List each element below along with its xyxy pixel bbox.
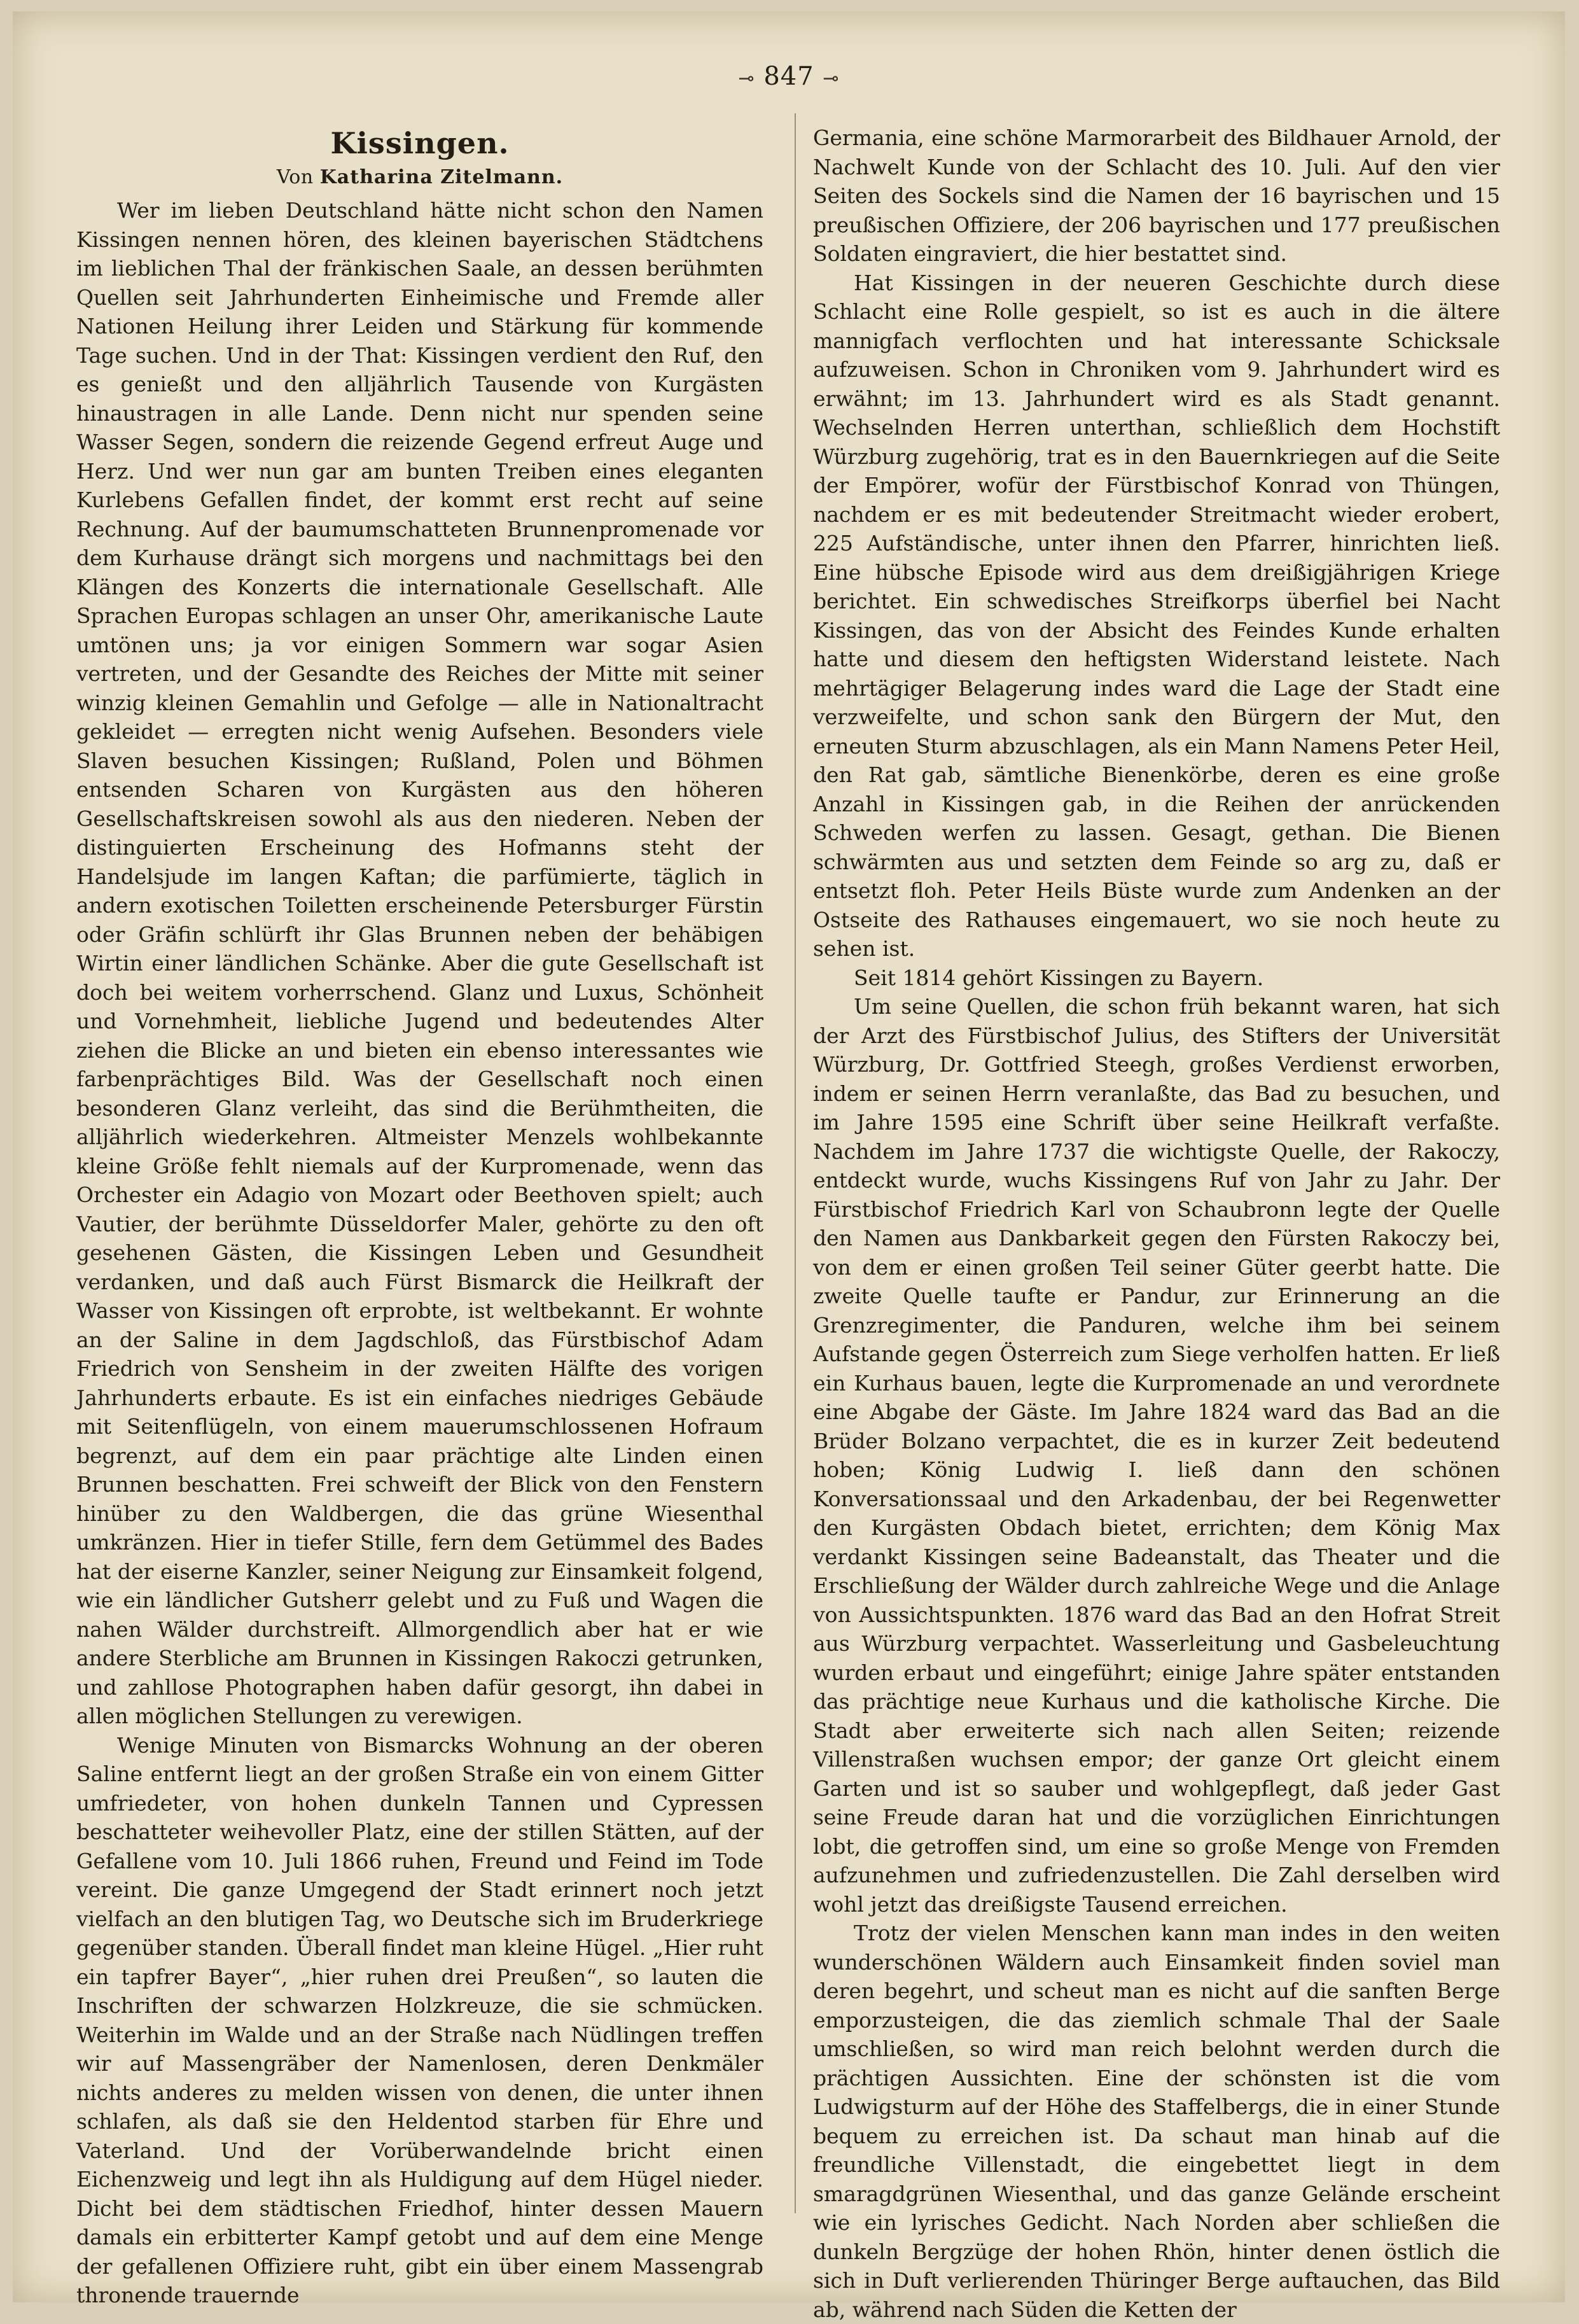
paragraph: Um seine Quellen, die schon früh bekannt waren, hat sich der Arzt des Fürstbischof Julius, des Stifters der Universität Würzburg, Dr. Gottfried Steegh, großes Verdienst erworben, indem er seinen Herrn veranlaßte, das Bad zu besuchen, und im Jahre 1595 eine Schrift über seine Heilkraft verfaßte. Nachdem im Jahre 1737 die wichtigste Quelle, der Rakoczy, entdeckt wurde, wuchs Kissingens Ruf von Jahr zu Jahr. Der Fürstbischof Friedrich Karl von Schaubronn legte der Quelle den Namen aus Dankbarkeit gegen den Fürsten Rakoczy bei, von dem er einen großen Teil seiner Güter geerbt hatte. Die zweite Quelle taufte er Pandur, zur Erinnerung an die Grenzregimenter, die Panduren, welche ihm bei seinem Aufstande gegen Österreich zum Siege verholfen hatten. Er ließ ein Kurhaus bauen, legte die Kurpromenade an und verordnete eine Abgabe der Gäste. Im Jahre 1824 ward das Bad an die Brüder Bolzano verpachtet, die es in kurzer Zeit bedeutend hoben; König Ludwig I. ließ dann den schönen Konversationssaal und den Arkadenbau, der bei Regenwetter den Kurgästen Obdach bietet, errichten; dem König Max verdankt Kissingen seine Badeanstalt, das Theater und die Erschließung der Wälder durch zahlreiche Wege und die Anlage von Aussichtspunkten. 1876 ward das Bad an den Hofrat Streit aus Würzburg verpachtet. Wasserleitung und Gasbeleuchtung wurden erbaut und eingeführt; einige Jahre später entstanden das prächtige neue Kurhaus und die katholische Kirche. Die Stadt aber erweiterte sich nach allen Seiten; reizende Villenstraßen wuchsen empor; der ganze Ort gleicht einem Garten und ist so sauber und wohlgepflegt, daß jeder Gast seine Freude daran hat und die vorzüglichen Einrichtungen lobt, die getroffen sind, um eine so große Menge von Fremden aufzunehmen und zufriedenzustellen. Die Zahl derselben wird wohl jetzt das dreißigste Tausend erreichen. <box>813 994 1500 1917</box>
paragraph: Wenige Minuten von Bismarcks Wohnung an der oberen Saline entfernt liegt an der großen Straße ein von einem Gitter umfriedeter, von hohen dunkeln Tannen und Cypressen beschatteter weihevoller Platz, eine der stillen Stätten, auf der Gefallene vom 10. Juli 1866 ruhen, Freund und Feind im Tode vereint. Die ganze Umgegend der Stadt erinnert noch jetzt vielfach an den blutigen Tag, wo Deutsche sich im Bruderkriege gegenüber standen. Überall findet man kleine Hügel. „Hier ruht ein tapfrer Bayer“, „hier ruhen drei Preußen“, so lauten die Inschriften der schwarzen Holzkreuze, die sie schmücken. Weiterhin im Walde und an der Straße nach Nüdlingen treffen wir auf Massengräber der Namenlosen, deren Denkmäler nichts anderes zu melden wissen von denen, die unter ihnen schlafen, als daß sie den Heldentod starben für Ehre und Vaterland. Und der Vorüberwandelnde bricht einen Eichenzweig und legt ihn als Huldigung auf dem Hügel nieder. Dicht bei dem städtischen Friedhof, hinter dessen Mauern damals ein erbitterter Kampf getobt und auf dem eine Menge der gefallenen Offiziere ruht, gibt ein über einem Massengrab thronende trauernde <box>76 1732 763 2307</box>
left-column <box>76 126 763 2310</box>
article-author: Katharina Zitelmann. <box>319 166 564 188</box>
left-ornament: ⊸ <box>738 67 755 90</box>
paragraph: Trotz der vielen Menschen kann man indes in den weiten wunderschönen Wäldern auch Einsamkeit finden soviel man deren begehrt, und scheut man es nicht auf die sanften Berge emporzusteigen, die das ziemlich schmale Thal der Saale umschließen, so wird man reich belohnt werden durch die prächtigen Aussichten. Eine der schönsten ist die vom Ludwigsturm auf der Höhe des Staffelbergs, die in einer Stunde bequem zu erreichen ist. Da schaut man hinab auf die freundliche Villenstadt, die eingebettet liegt in dem smaragdgrünen Wiesenthal, und das ganze Gelände erscheint wie ein lyrisches Gedicht. Nach Norden aber schließen die dunkeln Bergzüge der hohen Rhön, hinter denen östlich die sich in Duft verlierenden Thüringer Berge auftauchen, das Bild ab, während nach Süden die Ketten der <box>813 1921 1500 2322</box>
paragraph: Wer im lieben Deutschland hätte nicht schon den Namen Kissingen nennen hören, des kleinen bayerischen Städtchens im lieblichen Thal der fränkischen Saale, an dessen berühmten Quellen seit Jahrhunderten Einheimische und Fremde aller Nationen Heilung ihrer Leiden und Stärkung für kommende Tage suchen. Und in der That: Kissingen verdient den Ruf, den es genießt und den alljährlich Tausende von Kurgästen hinaustragen in alle Lande. Denn nicht nur spenden seine Wasser Segen, sondern die reizende Gegend erfreut Auge und Herz. Und wer nun gar am bunten Treiben eines eleganten Kurlebens Gefallen findet, der kommt erst recht auf seine Rechnung. Auf der baumumschatteten Brunnenpromenade vor dem Kurhause drängt sich morgens und nachmittags bei den Klängen des Konzerts die internationale Gesellschaft. Alle Sprachen Europas schlagen an unser Ohr, amerikanische Laute umtönen uns; ja vor einigen Sommern war sogar Asien vertreten, und der Gesandte des Reiches der Mitte mit seiner winzig kleinen Gemahlin und Gefolge — alle in Nationaltracht gekleidet — erregten nicht wenig Aufsehen. Besonders viele Slaven besuchen Kissingen; Rußland, Polen und Böhmen entsenden Scharen von Kurgästen aus den höheren Gesellschaftskreisen sowohl als aus den niederen. Neben der distinguierten Erscheinung des Hofmanns steht der Handelsjude im langen Kaftan; die parfümierte, täglich in andern exotischen Toiletten erscheinende Petersburger Fürstin oder Gräfin schlürft ihr Glas Brunnen neben der behäbigen Wirtin einer ländlichen Schänke. Aber die gute Gesellschaft ist doch bei weitem vorherrschend. Glanz und Luxus, Schönheit und Vornehmheit, liebliche Jugend und bedeutendes Alter ziehen die Blicke an und bieten ein ebenso interessantes wie farbenprächtiges Bild. Was der Gesellschaft noch einen besonderen Glanz verleiht, das sind die Berühmtheiten, die alljährlich wiederkehren. Altmeister Menzels wohlbekannte kleine Größe fehlt niemals auf der Kurpromenade, wenn das Orchester ein Adagio von Mozart oder Beethoven spielt; auch Vautier, der berühmte Düsseldorfer Maler, gehörte zu den oft gesehenen Gästen, die Kissingen Leben und Gesundheit verdanken, und daß auch Fürst Bismarck die Heilkraft der Wasser von Kissingen oft erprobte, ist weltbekannt. Er wohnte an der Saline in dem Jagdschloß, das Fürstbischof Adam Friedrich von Sensheim in der zweiten Hälfte des vorigen Jahrhunderts erbaute. Es ist ein einfaches niedriges Gebäude mit Seitenflügeln, von einem mauerumschlossenen Hofraum begrenzt, auf dem ein paar prächtige alte Linden einen Brunnen beschatten. Frei schweift der Blick von den Fenstern hinüber zu den Waldbergen, die das grüne Wiesenthal umkränzen. Hier in tiefer Stille, fern dem Getümmel des Bades hat der eiserne Kanzler, seiner Neigung zur Einsamkeit folgend, wie ein ländlicher Gutsherr gelebt und zu Fuß und Wagen die nahen Wälder durchstreift. Allmorgendlich aber hat er wie andere Sterbliche am Brunnen in Kissingen Rakoczi getrunken, und zahllose Photographen haben dafür gesorgt, ihn dabei in allen möglichen Stellungen zu verewigen. <box>76 198 763 1728</box>
magazine-page <box>13 11 1565 2322</box>
article-byline <box>76 164 763 191</box>
article-title: Kissingen. <box>330 126 510 160</box>
paragraph: Seit 1814 gehört Kissingen zu Bayern. <box>854 965 1264 990</box>
page-number: 847 <box>763 62 814 91</box>
paragraph: Germania, eine schöne Marmorarbeit des Bildhauer Arnold, der Nachwelt Kunde von der Schlacht des 10. Juli. Auf den vier Seiten des Sockels sind die Namen der 16 bayrischen und 15 preußischen Offiziere, der 206 bayrischen und 177 preußischen Soldaten eingraviert, die hier bestattet sind. <box>813 125 1500 266</box>
byline-prefix: Von <box>276 166 314 188</box>
right-column <box>813 123 1500 2324</box>
column-divider <box>795 113 796 2213</box>
page-header <box>706 61 872 94</box>
paragraph: Hat Kissingen in der neueren Geschichte durch diese Schlacht eine Rolle gespielt, so ist es auch in die ältere mannigfach verflochten und hat interessante Schicksale aufzuweisen. Schon in Chroniken vom 9. Jahrhundert wird es erwähnt; im 13. Jahrhundert wird es als Stadt genannt. Wechselnden Herren unterthan, schließlich dem Hochstift Würzburg zugehörig, trat es in den Bauernkriegen auf die Seite der Empörer, wofür der Fürstbischof Konrad von Thüngen, nachdem er es mit bedeutender Streitmacht wieder erobert, 225 Aufständische, unter ihnen den Pfarrer, hinrichten ließ. Eine hübsche Episode wird aus dem dreißigjährigen Kriege berichtet. Ein schwedisches Streifkorps überfiel bei Nacht Kissingen, das von der Absicht des Feindes Kunde erhalten hatte und diesem den heftigsten Widerstand leistete. Nach mehrtägiger Belagerung indes ward die Lage der Stadt eine verzweifelte, und schon sank den Bürgern der Mut, den erneuten Sturm abzuschlagen, als ein Mann Namens Peter Heil, den Rat gab, sämtliche Bienenkörbe, deren es eine große Anzahl in Kissingen gab, in die Reihen der anrückenden Schweden werfen zu lassen. Gesagt, gethan. Die Bienen schwärmten aus und setzten dem Feinde so arg zu, daß er entsetzt floh. Peter Heils Büste wurde zum Andenken an der Ostseite des Rathauses eingemauert, wo sie noch heute zu sehen ist. <box>813 270 1500 961</box>
right-ornament: ⊸ <box>823 67 840 90</box>
